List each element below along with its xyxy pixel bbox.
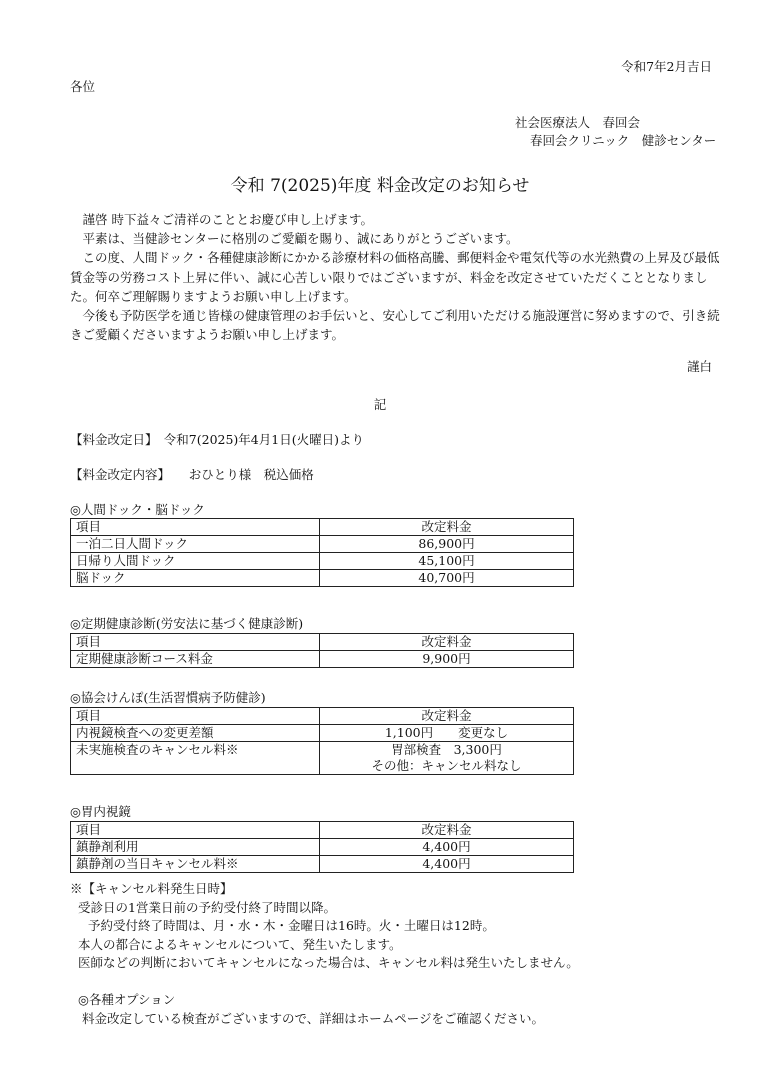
- header-fee: 改定料金: [320, 634, 574, 651]
- header-item: 項目: [71, 634, 320, 651]
- notes-title: ※【キャンセル料発生日時】: [70, 881, 233, 896]
- item-fee: 4,400円: [320, 839, 574, 856]
- table-header-row: [71, 822, 574, 839]
- item-fee: 40,700円: [320, 570, 574, 587]
- item-name: 一泊二日人間ドック: [71, 536, 320, 553]
- revision-content-value: おひとり様 税込価格: [188, 467, 314, 482]
- item-name: 日帰り人間ドック: [71, 553, 320, 570]
- options-section: [78, 990, 544, 1028]
- notes-line: 受診日の1営業日前の予約受付終了時間以降。: [78, 899, 336, 915]
- section-title-ningen-dock: ◎人間ドック・脳ドック: [70, 502, 205, 517]
- item-name: 脳ドック: [71, 570, 320, 587]
- item-name: 鎮静剤利用: [71, 839, 320, 856]
- header-item: 項目: [71, 822, 320, 839]
- item-fee: 45,100円: [320, 553, 574, 570]
- section-title-teiki-kenshin: ◎定期健康診断(労安法に基づく健康診断): [70, 616, 304, 631]
- item-fee: 86,900円: [320, 536, 574, 553]
- greeting-paragraph: 謹啓 時下益々ご清祥のこととお慶び申し上げます。: [82, 212, 373, 227]
- thanks-paragraph: 平素は、当健診センターに格別のご愛顧を賜り、誠にありがとうございます。: [82, 231, 519, 247]
- header-fee: 改定料金: [320, 519, 574, 536]
- item-name: 内視鏡検査への変更差額: [71, 725, 320, 742]
- table-row: [71, 725, 574, 742]
- section-title-kyokai-kenpo: ◎協会けんぽ(生活習慣病予防健診): [70, 690, 266, 705]
- section-title-gastroscopy: ◎胃内視鏡: [70, 804, 131, 819]
- table-header-row: [71, 634, 574, 651]
- revision-content-line: [70, 465, 314, 483]
- fee-table-kyokai-kenpo: [70, 707, 574, 775]
- item-fee: [320, 742, 574, 775]
- continuation-paragraph: 今後も予防医学を通じ皆様の健康管理のお手伝いと、安心してご利用いただける施設運営に努めますので、引き続きご愛顧くださいますようお願い申し上げます。: [70, 308, 720, 343]
- item-fee: 9,900円: [320, 651, 574, 668]
- header-fee: 改定料金: [320, 708, 574, 725]
- issue-date: 令和7年2月吉日: [621, 59, 712, 74]
- document-title: 令和 7(2025)年度 料金改定のお知らせ: [230, 176, 530, 196]
- notes-line: 医師などの判断においてキャンセルになった場合は、キャンセル料は発生いたしません。: [78, 955, 579, 970]
- letter-body: [70, 210, 720, 344]
- table-row: [71, 856, 574, 873]
- table-row: [71, 742, 574, 775]
- fee-table-gastroscopy: [70, 821, 574, 873]
- item-name: 鎮静剤の当日キャンセル料※: [71, 856, 320, 873]
- sender-organization: 社会医療法人 春回会: [515, 115, 641, 130]
- fee-table-ningen-dock: [70, 518, 574, 587]
- item-fee: 4,400円: [320, 856, 574, 873]
- table-row: [71, 570, 574, 587]
- table-row: [71, 536, 574, 553]
- item-fee-line: 胃部検査 3,300円: [391, 742, 502, 757]
- fee-table-teiki-kenshin: [70, 633, 574, 668]
- table-row: [71, 553, 574, 570]
- sender-department: 春回会クリニック 健診センター: [530, 133, 717, 148]
- notes-line: 本人の都合によるキャンセルについて、発生いたします。: [78, 936, 402, 952]
- item-name: 定期健康診断コース料金: [71, 651, 320, 668]
- item-name: 未実施検査のキャンセル料※: [71, 742, 320, 775]
- header-fee: 改定料金: [320, 822, 574, 839]
- revision-date-label: 【料金改定日】: [70, 432, 152, 447]
- options-title: ◎各種オプション: [78, 992, 176, 1007]
- options-text: 料金改定している検査がございますので、詳細はホームページをご確認ください。: [82, 1011, 545, 1026]
- table-row: [71, 839, 574, 856]
- reason-paragraph: この度、人間ドック・各種健康診断にかかる診療材料の価格高騰、郵便料金や電気代等の水光熱費の上昇及び最低賃金等の労務コスト上昇に伴い、誠に心苦しい限りではございますが、料金を改定させていただくこととなりました。何卒ご理解賜りますようお願い申し上げます。: [70, 250, 720, 304]
- revision-date-value: 令和7(2025)年4月1日(火曜日)より: [163, 432, 364, 447]
- item-fee: 1,100円 変更なし: [320, 725, 574, 742]
- revision-date-line: [70, 430, 364, 448]
- table-header-row: [71, 519, 574, 536]
- item-fee-line: その他：キャンセル料なし: [371, 758, 522, 773]
- cancellation-notes: [70, 880, 579, 973]
- table-header-row: [71, 708, 574, 725]
- addressee: 各位: [70, 79, 96, 94]
- header-item: 項目: [71, 708, 320, 725]
- revision-content-label: 【料金改定内容】: [70, 467, 164, 482]
- closing-word: 謹白: [686, 359, 712, 374]
- table-row: [71, 651, 574, 668]
- notes-line: 予約受付終了時間は、月・水・木・金曜日は16時。火・土曜日は12時。: [88, 918, 495, 933]
- header-item: 項目: [71, 519, 320, 536]
- ki-heading: 記: [373, 397, 387, 412]
